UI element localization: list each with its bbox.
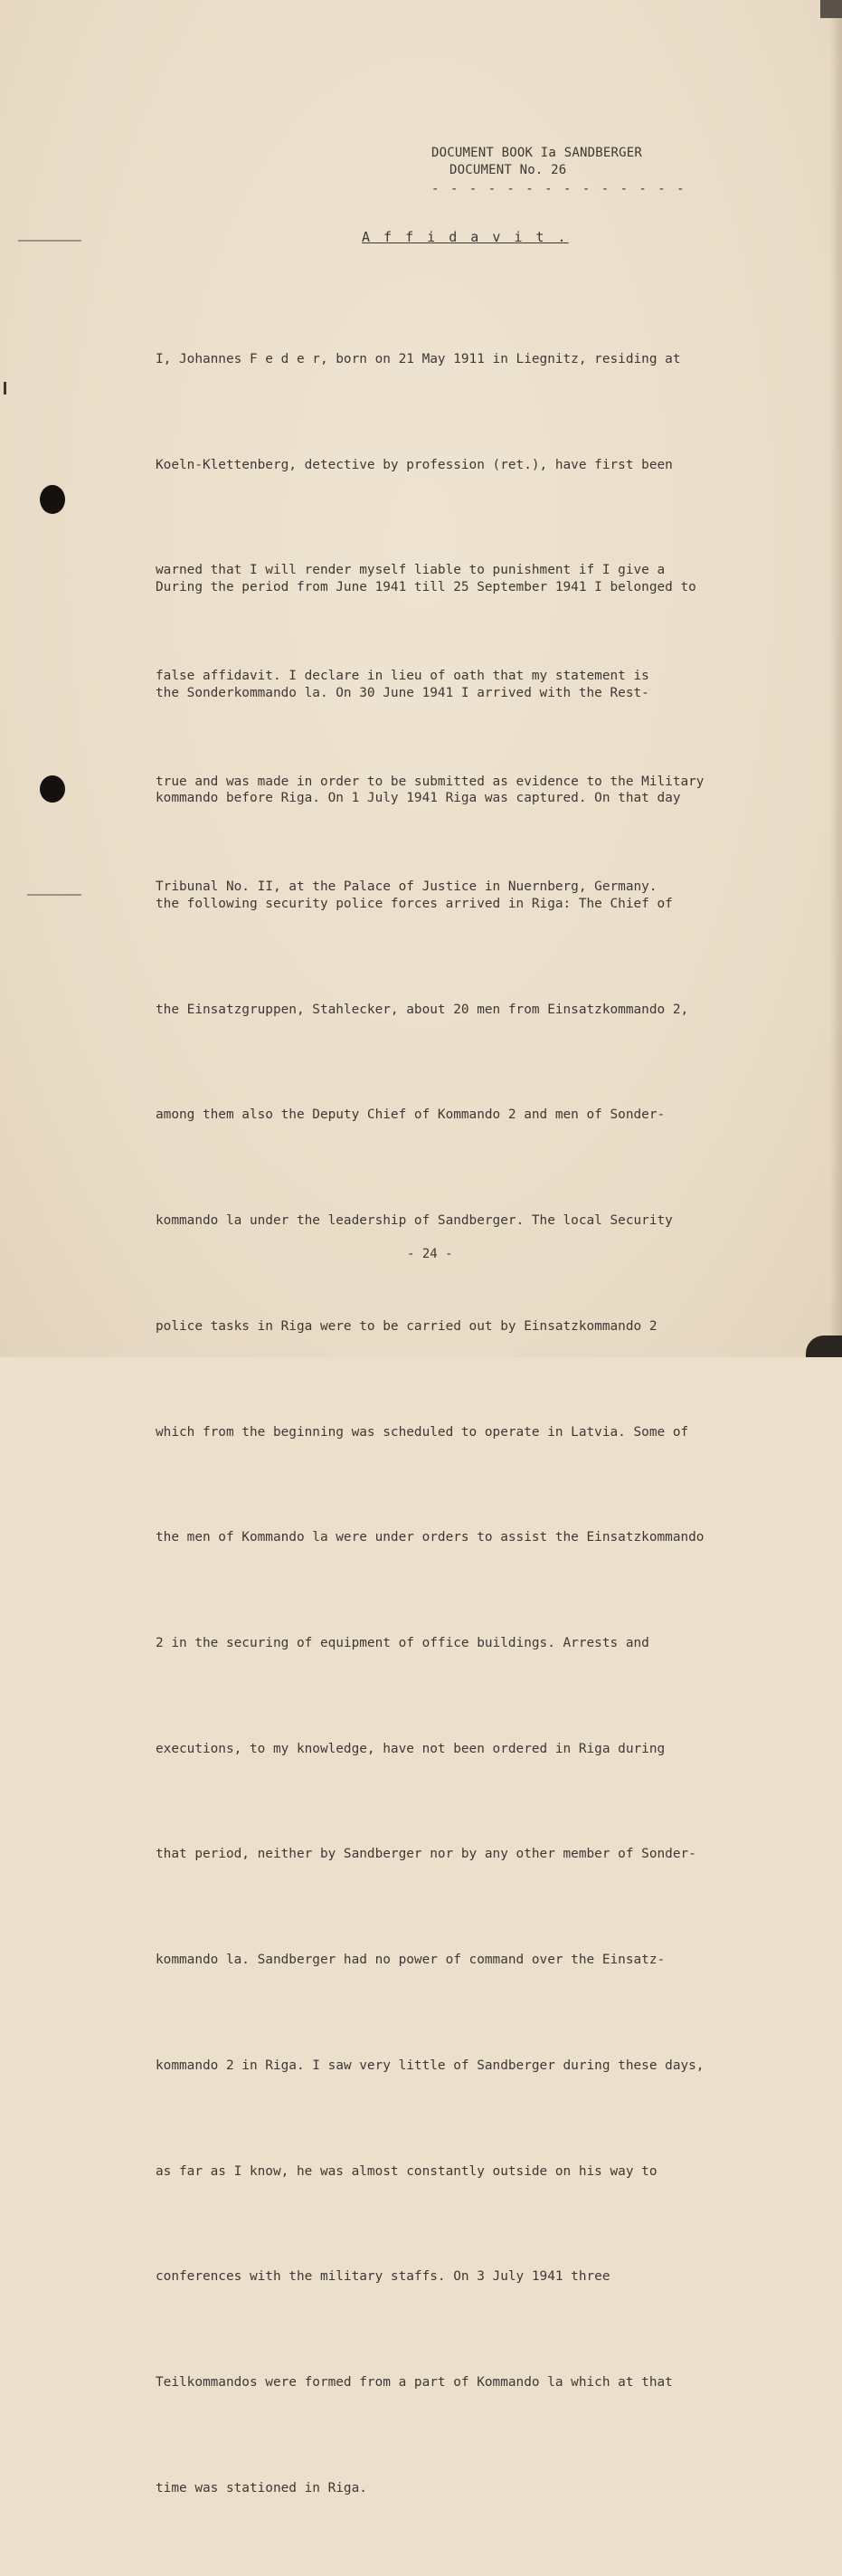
text-line: kommando before Riga. On 1 July 1941 Riga was captured. On that day [156, 791, 681, 806]
text-line: among them also the Deputy Chief of Kommando 2 and men of Sonder- [156, 1107, 666, 1123]
text-line: kommando la. Sandberger had no power of command over the Einsatz- [156, 1953, 666, 1968]
punch-hole-lower [40, 775, 65, 803]
text-line: kommando la under the leadership of Sandberger. The local Security [156, 1213, 673, 1229]
text-line: warned that I will render myself liable to punishment if I give a [156, 563, 666, 578]
document-header [431, 145, 686, 198]
text-line: During the period from June 1941 till 25 September 1941 I belonged to [156, 579, 696, 594]
text-line: police tasks in Riga were to be carried out by Einsatzkommando 2 [156, 1318, 658, 1334]
header-document-number: DOCUMENT No. 26 [449, 163, 567, 177]
text-line: true and was made in order to be submitted as evidence to the Military [156, 774, 705, 789]
text-line: kommando 2 in Riga. I saw very little of Sandberger during these days, [156, 2058, 705, 2073]
text-line: Koeln-Klettenberg, detective by profession (ret.), have first been [156, 457, 673, 472]
text-line: 2 in the securing of equipment of office buildings. Arrests and [156, 1636, 649, 1650]
text-line: I, Johannes F e d e r, born on 21 May 1911 in Liegnitz, residing at [156, 351, 681, 366]
text-line: Teilkommandos were formed from a part of Kommando la which at that [156, 2375, 673, 2391]
text-line: Tribunal No. II, at the Palace of Justice in Nuernberg, Germany. [156, 879, 658, 895]
margin-mark [18, 240, 81, 242]
margin-mark [27, 894, 81, 896]
margin-tick [4, 382, 6, 394]
torn-corner-top [820, 0, 842, 18]
punch-hole-upper [40, 485, 65, 514]
text-line: as far as I know, he was almost constantly outside on his way to [156, 2163, 658, 2179]
text-line: conferences with the military staffs. On 3 July 1941 three [156, 2269, 610, 2285]
text-line: time was stationed in Riga. [156, 2480, 367, 2495]
text-line: the men of Kommando la were under orders to assist the Einsatzkommando [156, 1530, 705, 1545]
header-rule: - - - - - - - - - - - - - - [431, 182, 686, 196]
text-line: executions, to my knowledge, have not been ordered in Riga during [156, 1741, 666, 1756]
text-line: the Einsatzgruppen, Stahlecker, about 20 men from Einsatzkommando 2, [156, 1002, 689, 1017]
document-title: A f f i d a v i t . [362, 229, 569, 245]
paragraph-statement [156, 499, 780, 2576]
text-line: the following security police forces arrived in Riga: The Chief of [156, 896, 673, 911]
page-number: - 24 - [407, 1247, 453, 1261]
torn-corner-bottom [806, 1336, 842, 1357]
text-line: the Sonderkommando la. On 30 June 1941 I arrived with the Rest- [156, 685, 649, 700]
text-line: which from the beginning was scheduled to operate in Latvia. Some of [156, 1424, 689, 1440]
header-book-line: DOCUMENT BOOK Ia SANDBERGER [431, 146, 642, 160]
page-edge-shadow [829, 0, 842, 1357]
text-line: that period, neither by Sandberger nor by any other member of Sonder- [156, 1847, 696, 1862]
text-line: false affidavit. I declare in lieu of oath that my statement is [156, 668, 649, 683]
